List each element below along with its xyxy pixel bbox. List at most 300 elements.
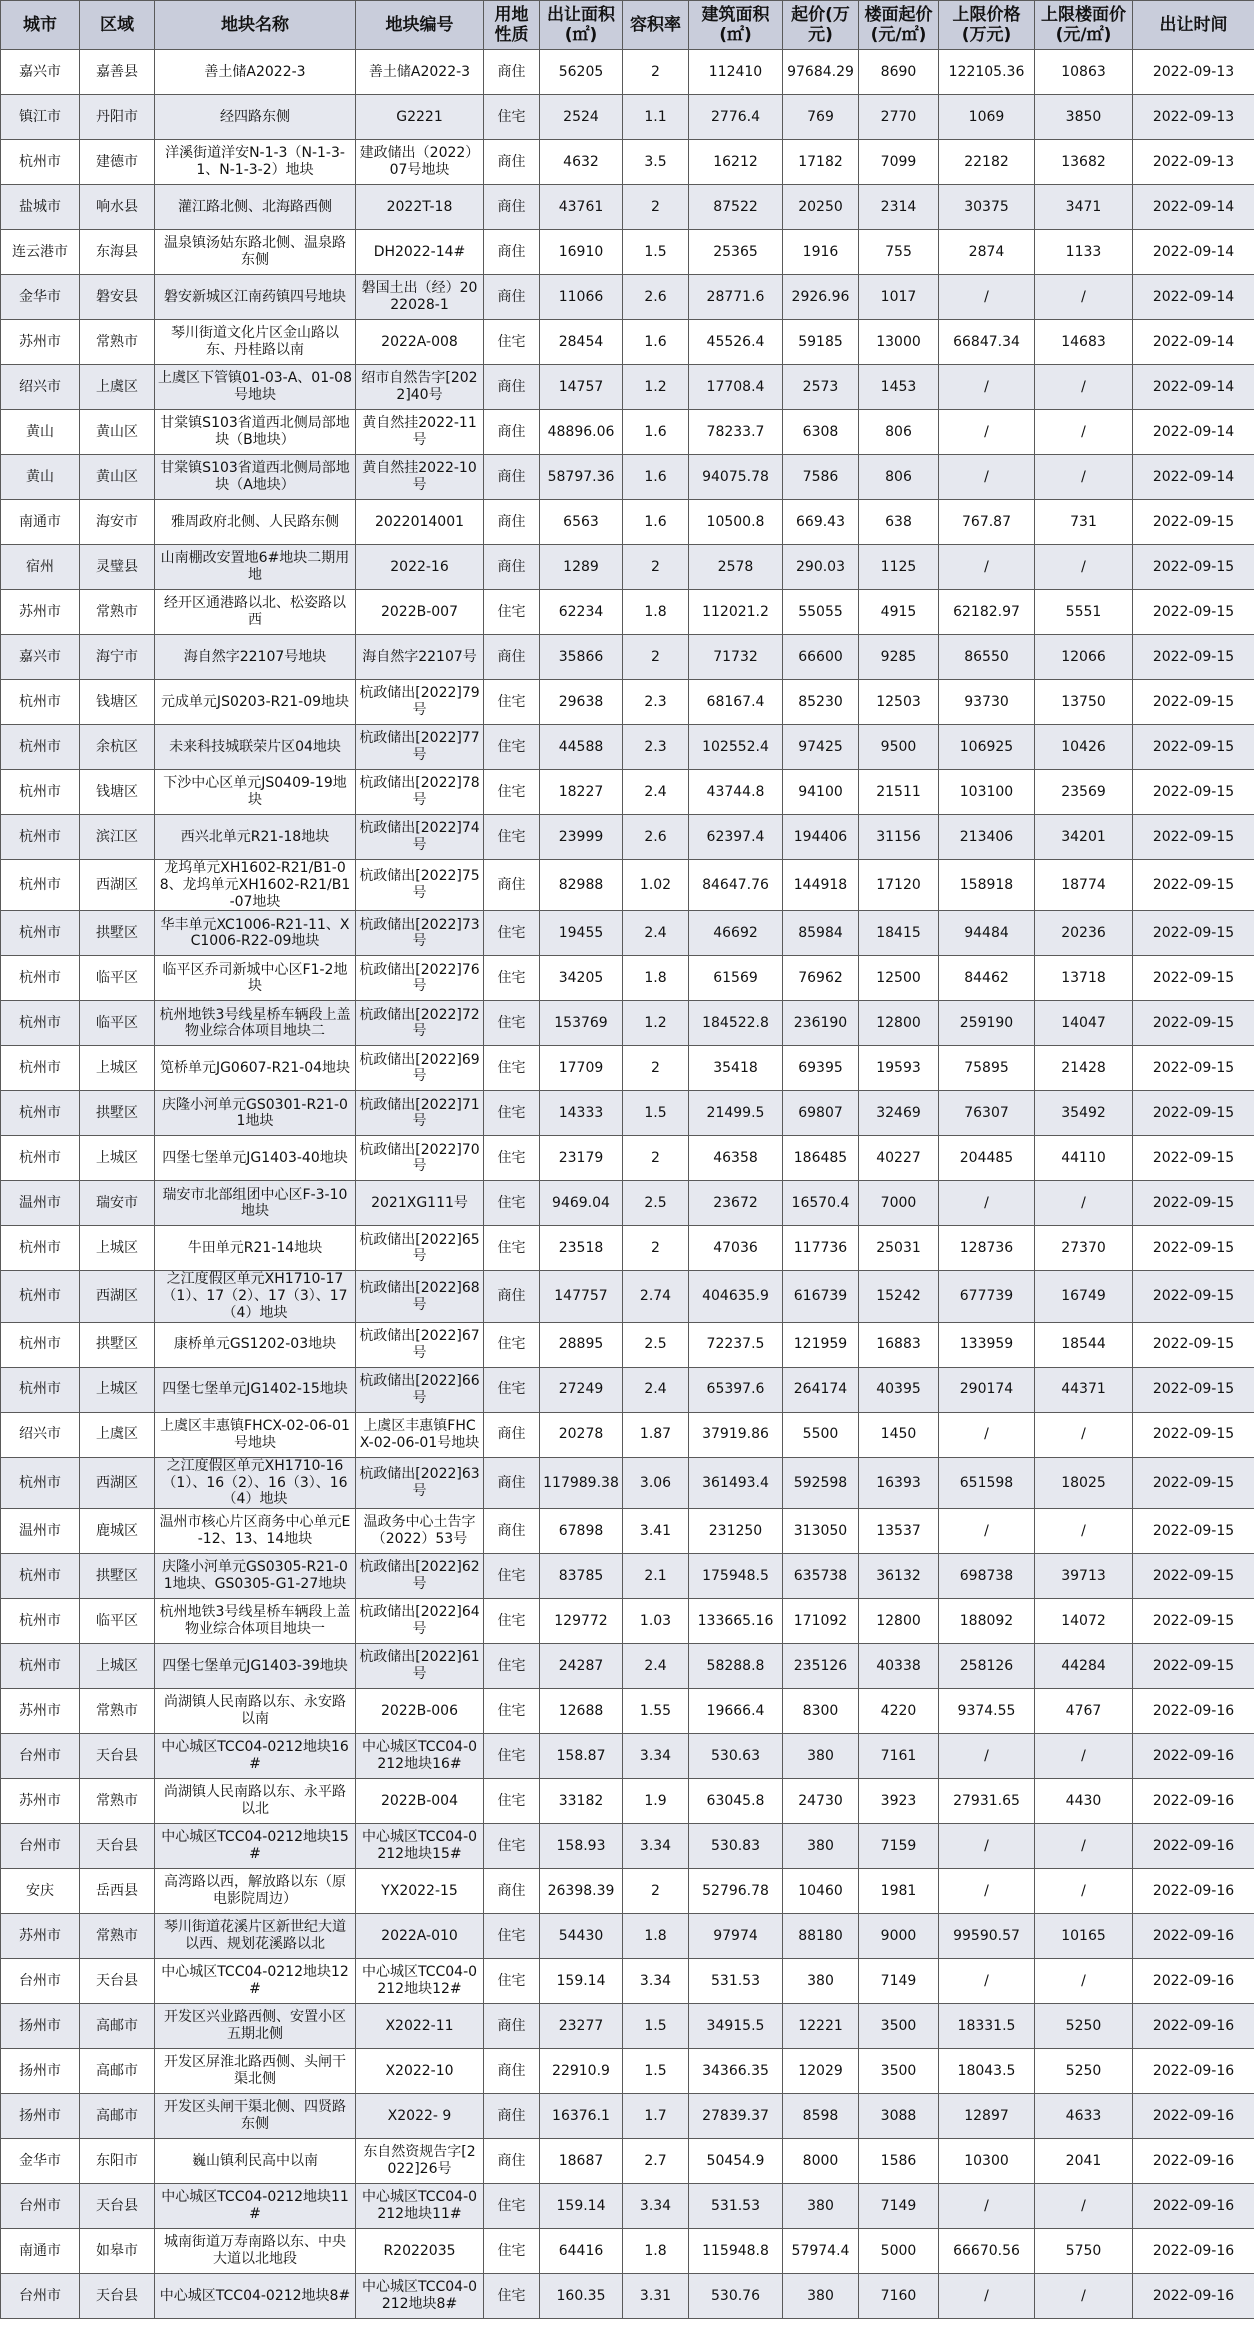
cell-building-area: 34915.5	[689, 2004, 783, 2049]
cell-starting-price: 85230	[783, 680, 859, 725]
cell-plot-name: 尚湖镇人民南路以东、永平路以北	[155, 1779, 356, 1824]
cell-auction-date: 2022-09-16	[1133, 2139, 1254, 2184]
cell-starting-price: 236190	[783, 1001, 859, 1046]
cell-land-use: 住宅	[484, 1959, 540, 2004]
cell-plot-ratio: 2	[623, 50, 689, 95]
cell-floor-start-price: 13537	[859, 1509, 939, 1554]
cell-floor-price-cap: 731	[1035, 500, 1133, 545]
cell-floor-price-cap: 16749	[1035, 1271, 1133, 1322]
cell-building-area: 531.53	[689, 2184, 783, 2229]
cell-land-use: 住宅	[484, 1046, 540, 1091]
cell-building-area: 65397.6	[689, 1367, 783, 1412]
column-header-land-area: 出让面积(㎡)	[540, 1, 623, 50]
cell-starting-price: 69807	[783, 1091, 859, 1136]
cell-plot-ratio: 2.74	[623, 1271, 689, 1322]
cell-auction-date: 2022-09-15	[1133, 545, 1254, 590]
cell-plot-name: 开发区头闸干渠北侧、四贤路东侧	[155, 2094, 356, 2139]
cell-price-cap: 66670.56	[939, 2229, 1035, 2274]
cell-starting-price: 8598	[783, 2094, 859, 2139]
cell-building-area: 231250	[689, 1509, 783, 1554]
cell-starting-price: 97425	[783, 725, 859, 770]
cell-district: 拱墅区	[80, 911, 155, 956]
cell-district: 上虞区	[80, 1412, 155, 1457]
cell-land-area: 82988	[540, 860, 623, 911]
table-row	[1, 500, 1254, 545]
cell-starting-price: 85984	[783, 911, 859, 956]
cell-price-cap: /	[939, 410, 1035, 455]
cell-price-cap: 103100	[939, 770, 1035, 815]
cell-auction-date: 2022-09-16	[1133, 1914, 1254, 1959]
cell-district: 上虞区	[80, 365, 155, 410]
cell-floor-start-price: 7149	[859, 2184, 939, 2229]
cell-floor-price-cap: 10165	[1035, 1914, 1133, 1959]
cell-city: 苏州市	[1, 1779, 80, 1824]
cell-building-area: 45526.4	[689, 320, 783, 365]
table-row	[1, 1509, 1254, 1554]
cell-starting-price: 97684.29	[783, 50, 859, 95]
cell-city: 台州市	[1, 1734, 80, 1779]
cell-plot-name: 未来科技城联荣片区04地块	[155, 725, 356, 770]
table-row	[1, 1689, 1254, 1734]
cell-starting-price: 313050	[783, 1509, 859, 1554]
cell-plot-ratio: 3.31	[623, 2274, 689, 2319]
cell-city: 杭州市	[1, 1322, 80, 1367]
cell-price-cap: 99590.57	[939, 1914, 1035, 1959]
cell-plot-name: 杭州地铁3号线星桥车辆段上盖物业综合体项目地块一	[155, 1599, 356, 1644]
cell-building-area: 112021.2	[689, 590, 783, 635]
cell-floor-price-cap: 12066	[1035, 635, 1133, 680]
cell-auction-date: 2022-09-16	[1133, 1824, 1254, 1869]
cell-floor-price-cap: 14072	[1035, 1599, 1133, 1644]
table-row	[1, 185, 1254, 230]
cell-auction-date: 2022-09-15	[1133, 1322, 1254, 1367]
cell-plot-number: 2022A-010	[356, 1914, 484, 1959]
cell-floor-price-cap: 13750	[1035, 680, 1133, 725]
cell-land-use: 住宅	[484, 1136, 540, 1181]
cell-plot-ratio: 1.1	[623, 95, 689, 140]
cell-auction-date: 2022-09-16	[1133, 1734, 1254, 1779]
cell-price-cap: /	[939, 1734, 1035, 1779]
table-row	[1, 2274, 1254, 2319]
cell-floor-start-price: 1586	[859, 2139, 939, 2184]
cell-district: 上城区	[80, 1226, 155, 1271]
cell-district: 西湖区	[80, 860, 155, 911]
cell-city: 扬州市	[1, 2049, 80, 2094]
cell-land-area: 16376.1	[540, 2094, 623, 2139]
cell-plot-number: 2022A-008	[356, 320, 484, 365]
cell-city: 南通市	[1, 500, 80, 545]
cell-land-use: 商住	[484, 635, 540, 680]
cell-floor-price-cap: 27370	[1035, 1226, 1133, 1271]
cell-land-use: 住宅	[484, 1914, 540, 1959]
table-row	[1, 2229, 1254, 2274]
cell-price-cap: 128736	[939, 1226, 1035, 1271]
cell-plot-ratio: 2	[623, 1046, 689, 1091]
cell-floor-price-cap: 13718	[1035, 956, 1133, 1001]
cell-land-area: 28454	[540, 320, 623, 365]
cell-plot-number: YX2022-15	[356, 1869, 484, 1914]
cell-floor-start-price: 17120	[859, 860, 939, 911]
cell-land-use: 住宅	[484, 1644, 540, 1689]
cell-plot-number: 杭政储出[2022]78号	[356, 770, 484, 815]
cell-auction-date: 2022-09-16	[1133, 1779, 1254, 1824]
cell-building-area: 47036	[689, 1226, 783, 1271]
cell-auction-date: 2022-09-16	[1133, 2274, 1254, 2319]
cell-plot-ratio: 1.8	[623, 956, 689, 1001]
cell-plot-number: 温政务中心土告字（2022）53号	[356, 1509, 484, 1554]
cell-starting-price: 76962	[783, 956, 859, 1001]
cell-plot-ratio: 2.1	[623, 1554, 689, 1599]
table-row	[1, 1824, 1254, 1869]
column-header-city: 城市	[1, 1, 80, 50]
cell-floor-price-cap: 2041	[1035, 2139, 1133, 2184]
cell-starting-price: 24730	[783, 1779, 859, 1824]
cell-floor-start-price: 7000	[859, 1181, 939, 1226]
cell-land-use: 住宅	[484, 680, 540, 725]
cell-land-use: 商住	[484, 410, 540, 455]
cell-land-use: 商住	[484, 1509, 540, 1554]
cell-floor-start-price: 8690	[859, 50, 939, 95]
cell-auction-date: 2022-09-14	[1133, 320, 1254, 365]
table-header	[1, 1, 1254, 50]
cell-city: 宿州	[1, 545, 80, 590]
cell-district: 拱墅区	[80, 1322, 155, 1367]
cell-plot-ratio: 1.87	[623, 1412, 689, 1457]
table-row	[1, 1322, 1254, 1367]
table-row	[1, 275, 1254, 320]
cell-plot-number: X2022-10	[356, 2049, 484, 2094]
cell-land-use: 住宅	[484, 1734, 540, 1779]
cell-starting-price: 17182	[783, 140, 859, 185]
cell-land-area: 23999	[540, 815, 623, 860]
cell-floor-start-price: 15242	[859, 1271, 939, 1322]
cell-building-area: 530.83	[689, 1824, 783, 1869]
cell-plot-number: 2022T-18	[356, 185, 484, 230]
cell-plot-number: 杭政储出[2022]70号	[356, 1136, 484, 1181]
cell-district: 钱塘区	[80, 770, 155, 815]
cell-auction-date: 2022-09-15	[1133, 770, 1254, 815]
cell-plot-number: 杭政储出[2022]75号	[356, 860, 484, 911]
cell-price-cap: 66847.34	[939, 320, 1035, 365]
cell-plot-number: 杭政储出[2022]62号	[356, 1554, 484, 1599]
cell-land-area: 29638	[540, 680, 623, 725]
cell-starting-price: 10460	[783, 1869, 859, 1914]
cell-city: 嘉兴市	[1, 50, 80, 95]
cell-starting-price: 2573	[783, 365, 859, 410]
cell-plot-number: 杭政储出[2022]72号	[356, 1001, 484, 1046]
cell-floor-start-price: 3500	[859, 2004, 939, 2049]
cell-district: 天台县	[80, 2274, 155, 2319]
cell-starting-price: 57974.4	[783, 2229, 859, 2274]
cell-price-cap: 62182.97	[939, 590, 1035, 635]
cell-city: 黄山	[1, 410, 80, 455]
cell-city: 扬州市	[1, 2004, 80, 2049]
cell-auction-date: 2022-09-15	[1133, 1554, 1254, 1599]
cell-floor-price-cap: 4633	[1035, 2094, 1133, 2139]
cell-price-cap: 18043.5	[939, 2049, 1035, 2094]
cell-plot-number: 绍市自然告字[2022]40号	[356, 365, 484, 410]
cell-district: 上城区	[80, 1136, 155, 1181]
cell-floor-start-price: 755	[859, 230, 939, 275]
cell-starting-price: 380	[783, 2184, 859, 2229]
cell-land-area: 12688	[540, 1689, 623, 1734]
cell-land-use: 商住	[484, 2049, 540, 2094]
cell-floor-start-price: 9500	[859, 725, 939, 770]
cell-price-cap: 30375	[939, 185, 1035, 230]
cell-city: 杭州市	[1, 725, 80, 770]
cell-building-area: 133665.16	[689, 1599, 783, 1644]
cell-auction-date: 2022-09-15	[1133, 1509, 1254, 1554]
cell-plot-name: 甘棠镇S103省道西北侧局部地块（B地块）	[155, 410, 356, 455]
cell-plot-name: 西兴北单元R21-18地块	[155, 815, 356, 860]
cell-starting-price: 12029	[783, 2049, 859, 2094]
cell-price-cap: 12897	[939, 2094, 1035, 2139]
cell-starting-price: 380	[783, 1824, 859, 1869]
table-row	[1, 1046, 1254, 1091]
cell-building-area: 530.76	[689, 2274, 783, 2319]
cell-plot-name: 中心城区TCC04-0212地块8#	[155, 2274, 356, 2319]
cell-price-cap: 18331.5	[939, 2004, 1035, 2049]
cell-district: 天台县	[80, 2184, 155, 2229]
cell-building-area: 46692	[689, 911, 783, 956]
cell-plot-name: 山南棚改安置地6#地块二期用地	[155, 545, 356, 590]
cell-plot-name: 上虞区丰惠镇FHCX-02-06-01号地块	[155, 1412, 356, 1457]
cell-plot-name: 之江度假区单元XH1710-16（1）、16（2）、16（3）、16（4）地块	[155, 1457, 356, 1508]
cell-starting-price: 8000	[783, 2139, 859, 2184]
table-row	[1, 590, 1254, 635]
cell-auction-date: 2022-09-13	[1133, 95, 1254, 140]
cell-floor-price-cap: 44284	[1035, 1644, 1133, 1689]
cell-price-cap: /	[939, 1869, 1035, 1914]
cell-price-cap: 93730	[939, 680, 1035, 725]
cell-plot-ratio: 2	[623, 545, 689, 590]
cell-floor-start-price: 1453	[859, 365, 939, 410]
cell-floor-start-price: 21511	[859, 770, 939, 815]
cell-floor-price-cap: 4767	[1035, 1689, 1133, 1734]
cell-plot-name: 善土储A2022-3	[155, 50, 356, 95]
cell-district: 常熟市	[80, 1779, 155, 1824]
cell-plot-name: 四堡七堡单元JG1403-40地块	[155, 1136, 356, 1181]
cell-city: 杭州市	[1, 1136, 80, 1181]
cell-building-area: 27839.37	[689, 2094, 783, 2139]
cell-land-use: 住宅	[484, 1322, 540, 1367]
cell-plot-name: 高湾路以西，解放路以东（原电影院周边）	[155, 1869, 356, 1914]
cell-auction-date: 2022-09-15	[1133, 860, 1254, 911]
cell-land-area: 83785	[540, 1554, 623, 1599]
cell-floor-price-cap: 10863	[1035, 50, 1133, 95]
table-row	[1, 1599, 1254, 1644]
cell-land-use: 商住	[484, 500, 540, 545]
cell-land-use: 住宅	[484, 911, 540, 956]
cell-land-use: 住宅	[484, 1181, 540, 1226]
cell-district: 天台县	[80, 1824, 155, 1869]
cell-district: 钱塘区	[80, 680, 155, 725]
cell-district: 西湖区	[80, 1457, 155, 1508]
table-row	[1, 2139, 1254, 2184]
cell-starting-price: 380	[783, 1734, 859, 1779]
cell-district: 上城区	[80, 1644, 155, 1689]
header-row	[1, 1, 1254, 50]
cell-auction-date: 2022-09-13	[1133, 50, 1254, 95]
cell-land-area: 16910	[540, 230, 623, 275]
cell-plot-number: 杭政储出[2022]65号	[356, 1226, 484, 1271]
cell-plot-name: 笕桥单元JG0607-R21-04地块	[155, 1046, 356, 1091]
cell-price-cap: 86550	[939, 635, 1035, 680]
cell-land-area: 160.35	[540, 2274, 623, 2319]
cell-plot-name: 杭州地铁3号线星桥车辆段上盖物业综合体项目地块二	[155, 1001, 356, 1046]
cell-plot-number: 2022-16	[356, 545, 484, 590]
cell-city: 南通市	[1, 2229, 80, 2274]
cell-land-use: 住宅	[484, 1001, 540, 1046]
table-row	[1, 1367, 1254, 1412]
cell-land-use: 住宅	[484, 2274, 540, 2319]
table-row	[1, 1779, 1254, 1824]
cell-plot-number: 建政储出（2022）07号地块	[356, 140, 484, 185]
cell-building-area: 68167.4	[689, 680, 783, 725]
cell-starting-price: 16570.4	[783, 1181, 859, 1226]
cell-auction-date: 2022-09-15	[1133, 1271, 1254, 1322]
cell-land-area: 20278	[540, 1412, 623, 1457]
cell-district: 临平区	[80, 956, 155, 1001]
cell-price-cap: 106925	[939, 725, 1035, 770]
cell-building-area: 97974	[689, 1914, 783, 1959]
cell-land-use: 商住	[484, 275, 540, 320]
cell-land-area: 1289	[540, 545, 623, 590]
table-row	[1, 911, 1254, 956]
cell-building-area: 43744.8	[689, 770, 783, 815]
cell-land-use: 商住	[484, 50, 540, 95]
cell-price-cap: 213406	[939, 815, 1035, 860]
cell-plot-name: 巍山镇利民高中以南	[155, 2139, 356, 2184]
cell-plot-ratio: 2	[623, 1136, 689, 1181]
table-row	[1, 1644, 1254, 1689]
cell-floor-price-cap: 5250	[1035, 2004, 1133, 2049]
cell-district: 瑞安市	[80, 1181, 155, 1226]
cell-building-area: 361493.4	[689, 1457, 783, 1508]
cell-plot-number: 黄自然挂2022-11号	[356, 410, 484, 455]
cell-plot-ratio: 1.6	[623, 500, 689, 545]
cell-floor-price-cap: 34201	[1035, 815, 1133, 860]
cell-city: 金华市	[1, 2139, 80, 2184]
cell-floor-start-price: 7099	[859, 140, 939, 185]
column-header-plot-number: 地块编号	[356, 1, 484, 50]
cell-floor-start-price: 40338	[859, 1644, 939, 1689]
cell-price-cap: 204485	[939, 1136, 1035, 1181]
cell-plot-number: 杭政储出[2022]64号	[356, 1599, 484, 1644]
cell-plot-number: DH2022-14#	[356, 230, 484, 275]
cell-plot-ratio: 2	[623, 185, 689, 230]
cell-plot-name: 灌江路北侧、北海路西侧	[155, 185, 356, 230]
cell-plot-ratio: 2.5	[623, 1322, 689, 1367]
cell-land-area: 24287	[540, 1644, 623, 1689]
cell-floor-start-price: 4915	[859, 590, 939, 635]
cell-floor-price-cap: /	[1035, 2274, 1133, 2319]
cell-floor-price-cap: 20236	[1035, 911, 1133, 956]
cell-floor-price-cap: 18774	[1035, 860, 1133, 911]
cell-city: 杭州市	[1, 1554, 80, 1599]
cell-district: 常熟市	[80, 1914, 155, 1959]
cell-city: 苏州市	[1, 1914, 80, 1959]
cell-district: 高邮市	[80, 2004, 155, 2049]
cell-auction-date: 2022-09-16	[1133, 2049, 1254, 2094]
cell-district: 东海县	[80, 230, 155, 275]
cell-price-cap: 9374.55	[939, 1689, 1035, 1734]
cell-floor-start-price: 7161	[859, 1734, 939, 1779]
cell-plot-number: 黄自然挂2022-10号	[356, 455, 484, 500]
cell-starting-price: 66600	[783, 635, 859, 680]
table-row	[1, 2184, 1254, 2229]
cell-auction-date: 2022-09-15	[1133, 680, 1254, 725]
cell-floor-start-price: 806	[859, 410, 939, 455]
cell-district: 岳西县	[80, 1869, 155, 1914]
column-header-plot-name: 地块名称	[155, 1, 356, 50]
table-row	[1, 365, 1254, 410]
table-row	[1, 1734, 1254, 1779]
cell-plot-name: 开发区屏淮北路西侧、头闸干渠北侧	[155, 2049, 356, 2094]
cell-plot-ratio: 3.5	[623, 140, 689, 185]
cell-plot-number: 2022014001	[356, 500, 484, 545]
cell-floor-start-price: 13000	[859, 320, 939, 365]
cell-auction-date: 2022-09-15	[1133, 1001, 1254, 1046]
cell-land-use: 商住	[484, 230, 540, 275]
cell-land-area: 28895	[540, 1322, 623, 1367]
cell-district: 天台县	[80, 1734, 155, 1779]
cell-land-use: 住宅	[484, 770, 540, 815]
cell-plot-ratio: 1.6	[623, 410, 689, 455]
cell-auction-date: 2022-09-15	[1133, 1091, 1254, 1136]
cell-plot-name: 琴川街道花溪片区新世纪大道以西、规划花溪路以北	[155, 1914, 356, 1959]
cell-land-use: 住宅	[484, 2184, 540, 2229]
cell-auction-date: 2022-09-15	[1133, 1599, 1254, 1644]
cell-district: 临平区	[80, 1001, 155, 1046]
cell-city: 苏州市	[1, 1689, 80, 1734]
cell-plot-ratio: 2.5	[623, 1181, 689, 1226]
cell-floor-price-cap: 3850	[1035, 95, 1133, 140]
cell-price-cap: 27931.65	[939, 1779, 1035, 1824]
cell-land-area: 129772	[540, 1599, 623, 1644]
cell-plot-name: 四堡七堡单元JG1403-39地块	[155, 1644, 356, 1689]
cell-plot-number: 杭政储出[2022]79号	[356, 680, 484, 725]
cell-land-use: 住宅	[484, 320, 540, 365]
cell-city: 连云港市	[1, 230, 80, 275]
cell-auction-date: 2022-09-14	[1133, 275, 1254, 320]
cell-plot-name: 之江度假区单元XH1710-17（1）、17（2）、17（3）、17（4）地块	[155, 1271, 356, 1322]
cell-plot-name: 琴川街道文化片区金山路以东、丹桂路以南	[155, 320, 356, 365]
cell-plot-name: 康桥单元GS1202-03地块	[155, 1322, 356, 1367]
cell-district: 临平区	[80, 1599, 155, 1644]
table-row	[1, 1226, 1254, 1271]
cell-plot-name: 洋溪街道洋安N-1-3（N-1-3-1、N-1-3-2）地块	[155, 140, 356, 185]
cell-land-use: 住宅	[484, 1091, 540, 1136]
cell-plot-ratio: 1.6	[623, 455, 689, 500]
cell-land-use: 住宅	[484, 1779, 540, 1824]
cell-starting-price: 290.03	[783, 545, 859, 590]
cell-district: 高邮市	[80, 2094, 155, 2139]
cell-plot-ratio: 2	[623, 635, 689, 680]
cell-city: 温州市	[1, 1181, 80, 1226]
cell-plot-ratio: 1.55	[623, 1689, 689, 1734]
cell-floor-price-cap: /	[1035, 1509, 1133, 1554]
cell-price-cap: 22182	[939, 140, 1035, 185]
cell-plot-number: 上虞区丰惠镇FHCX-02-06-01号地块	[356, 1412, 484, 1457]
cell-floor-start-price: 9000	[859, 1914, 939, 1959]
cell-building-area: 17708.4	[689, 365, 783, 410]
cell-land-area: 18687	[540, 2139, 623, 2184]
cell-city: 杭州市	[1, 1644, 80, 1689]
cell-district: 东阳市	[80, 2139, 155, 2184]
cell-price-cap: /	[939, 545, 1035, 590]
cell-starting-price: 121959	[783, 1322, 859, 1367]
